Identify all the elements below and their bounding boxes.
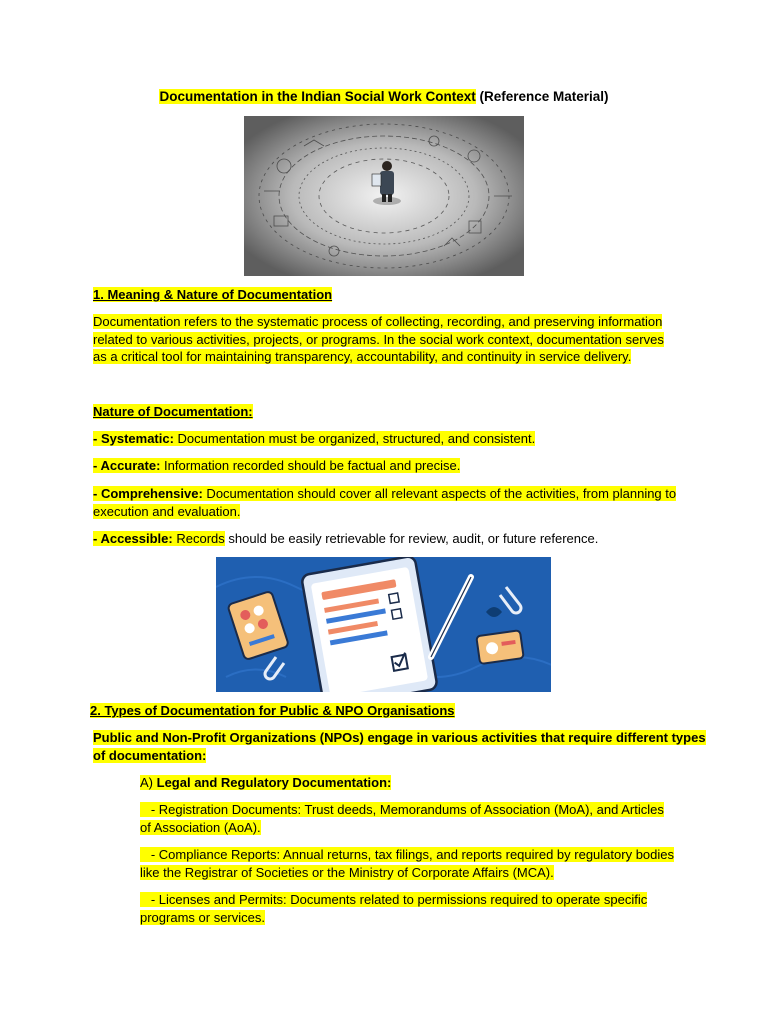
section2-intro-line: Public and Non-Profit Organizations (NPOs) engage in various activities that require different types (93, 730, 706, 745)
documentation-spiral-photo (244, 116, 524, 276)
bullet-licenses-cont: programs or services. (140, 909, 265, 925)
section1-para-line: Documentation refers to the systematic process of collecting, recording, and preserving information (93, 314, 663, 329)
nature-item-accurate: - Accurate: Information recorded should be factual and precise. (93, 458, 461, 473)
nature-item-comprehensive-cont: execution and evaluation. (93, 503, 241, 519)
section2-heading: 2. Types of Documentation for Public & NPO Organisations (90, 703, 455, 718)
title-suffix: (Reference Material) (475, 89, 609, 104)
page-title (0, 88, 768, 106)
nature-item-accessible: - Accessible: Records should be easily retrievable for review, audit, or future reference. (93, 531, 599, 546)
bullet-compliance: - Compliance Reports: Annual returns, tax filings, and reports required by regulatory bodies (140, 847, 674, 862)
bullet-licenses: - Licenses and Permits: Documents related to permissions required to operate specific (140, 892, 648, 907)
section1-para-line: related to various activities, projects, or programs. In the social work context, documentation serves (93, 331, 664, 347)
title-main: Documentation in the Indian Social Work Context (159, 89, 476, 104)
nature-heading: Nature of Documentation: (93, 404, 253, 419)
bullet-compliance-cont: like the Registrar of Societies or the Ministry of Corporate Affairs (MCA). (140, 864, 554, 880)
nature-item-systematic: - Systematic: Documentation must be organized, structured, and consistent. (93, 431, 536, 446)
section1-para-line: as a critical tool for maintaining transparency, accountability, and continuity in service delivery. (93, 349, 632, 364)
subsection-a-heading: A) Legal and Regulatory Documentation: (140, 775, 392, 790)
section2-intro-line: of documentation: (93, 747, 207, 763)
bullet-registration: - Registration Documents: Trust deeds, Memorandums of Association (MoA), and Articles (140, 802, 664, 817)
nature-item-comprehensive: - Comprehensive: Documentation should cover all relevant aspects of the activities, from planning to (93, 486, 677, 501)
section1-heading: 1. Meaning & Nature of Documentation (93, 287, 333, 302)
bullet-registration-cont: of Association (AoA). (140, 819, 261, 835)
checklist-clipboard-illustration (216, 557, 551, 692)
